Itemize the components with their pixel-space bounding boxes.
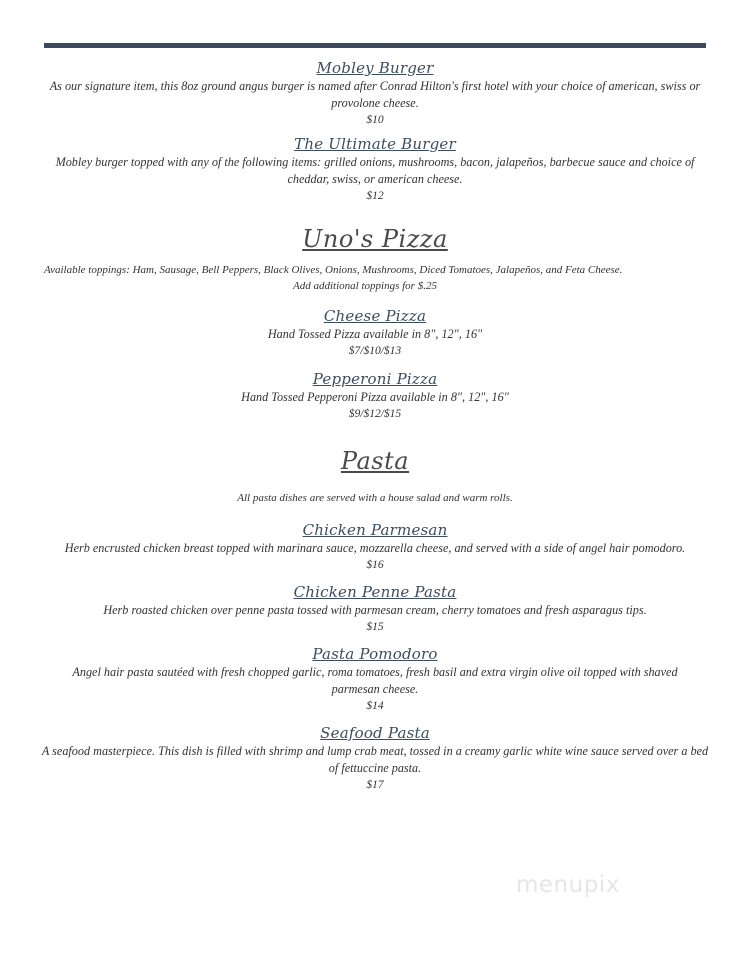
item-price: $9/$12/$15 <box>348 408 402 420</box>
item-price: $17 <box>366 779 384 791</box>
item-name: The Ultimate Burger <box>294 135 456 153</box>
top-divider <box>44 43 706 48</box>
watermark-logo: menupix <box>516 872 620 898</box>
item-price: $15 <box>366 621 384 633</box>
item-description: Herb encrusted chicken breast topped with marinara sauce, mozzarella cheese, and served with a side of angel hair pomodoro. <box>64 541 686 555</box>
item-description: As our signature item, this 8oz ground angus burger is named after Conrad Hilton's first hotel with your choice of american, swiss or provolone cheese. <box>49 79 701 110</box>
menu-item-cheese-pizza <box>40 306 710 359</box>
item-description: A seafood masterpiece. This dish is filled with shrimp and lump crab meat, tossed in a creamy garlic white wine sauce served over a bed of fettuccine pasta. <box>41 744 709 775</box>
item-price: $7/$10/$13 <box>348 345 402 357</box>
item-price: $16 <box>366 559 384 571</box>
item-name: Chicken Penne Pasta <box>293 583 457 601</box>
item-description: Hand Tossed Pepperoni Pizza available in 8", 12", 16" <box>241 390 509 404</box>
menu-item-chicken-parmesan <box>40 520 710 573</box>
menu-item-pepperoni-pizza <box>40 369 710 422</box>
item-name: Pepperoni Pizza <box>312 370 438 388</box>
item-price: $10 <box>366 114 384 126</box>
item-name: Cheese Pizza <box>323 307 427 325</box>
item-name: Mobley Burger <box>316 59 434 77</box>
menu-item-ultimate-burger <box>40 134 710 204</box>
item-name: Chicken Parmesan <box>302 521 448 539</box>
menu-page <box>40 58 710 793</box>
item-name: Seafood Pasta <box>320 724 430 742</box>
menu-item-chicken-penne-pasta <box>40 582 710 635</box>
item-price: $14 <box>366 700 384 712</box>
item-name: Pasta Pomodoro <box>312 645 438 663</box>
pasta-note: All pasta dishes are served with a house salad and warm rolls. <box>237 492 513 504</box>
item-description: Angel hair pasta sautéed with fresh chopped garlic, roma tomatoes, fresh basil and extra virgin olive oil topped with shaved parmesan cheese. <box>72 665 678 696</box>
menu-item-seafood-pasta <box>40 723 710 793</box>
section-title-pizza: Uno's Pizza <box>302 225 448 253</box>
pizza-additional-note: Add additional toppings for $.25 <box>293 280 437 292</box>
menu-item-pasta-pomodoro <box>40 644 710 714</box>
menu-item-mobley-burger <box>40 58 710 128</box>
item-description: Mobley burger topped with any of the following items: grilled onions, mushrooms, bacon, jalapeños, barbecue sauce and choice of cheddar, swiss, or american cheese. <box>55 155 695 186</box>
pizza-toppings-note: Available toppings: Ham, Sausage, Bell Peppers, Black Olives, Onions, Mushrooms, Diced Tomatoes, Jalapeños, and Feta Cheese. <box>44 264 623 276</box>
section-title-pasta: Pasta <box>340 447 410 475</box>
item-description: Herb roasted chicken over penne pasta tossed with parmesan cream, cherry tomatoes and fresh asparagus tips. <box>103 603 647 617</box>
item-description: Hand Tossed Pizza available in 8", 12", 16" <box>267 327 483 341</box>
item-price: $12 <box>366 190 384 202</box>
